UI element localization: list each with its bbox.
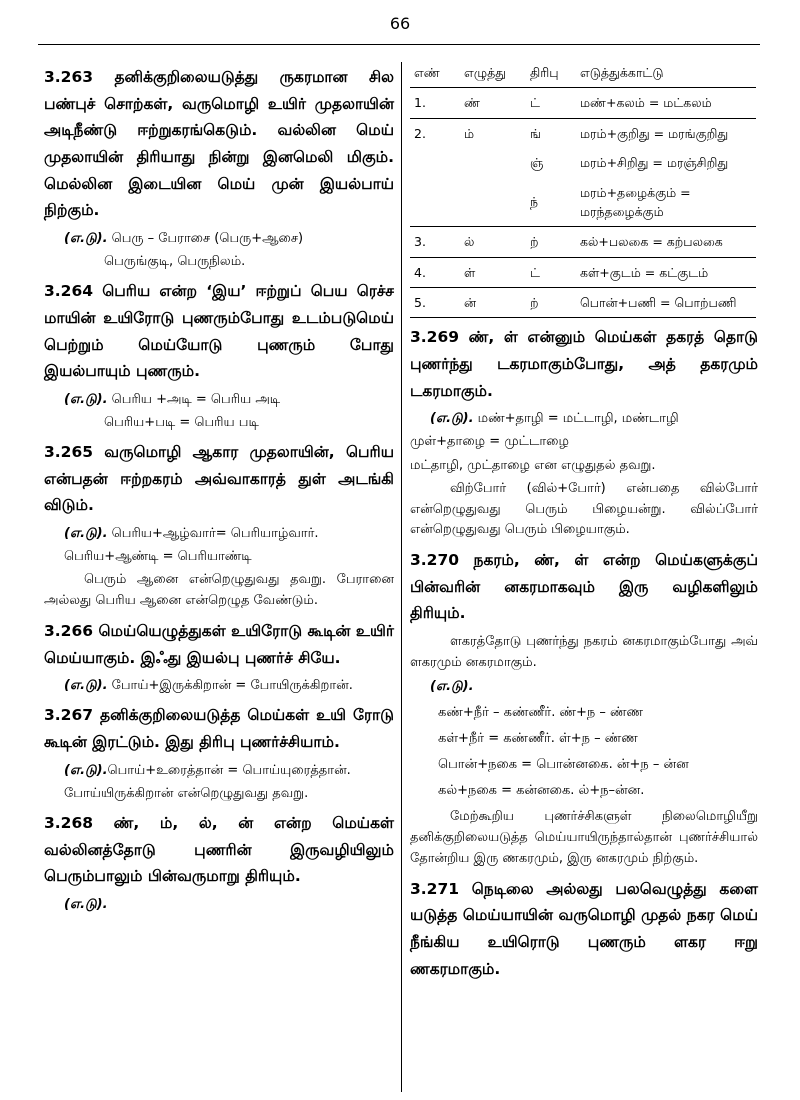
example-text: பெரு – பேராசை (பெரு+ஆசை) <box>111 230 304 246</box>
rule-3-269: 3.269 ண், ள் என்னும் மெய்கள் தகரத் தொடு புணர்ந்து டகரமாகும்போது, அத் தகரமும் டகரமாகும். <box>410 328 758 400</box>
table-cell: 1. <box>410 88 460 118</box>
example-label: (எ.டு). <box>430 411 474 427</box>
table-cell: ள் <box>460 257 526 287</box>
example-3-269-3: மட்தாழி, முட்தாழை என எழுதுதல் தவறு. <box>410 457 656 473</box>
table-header-cell: எழுத்து <box>460 58 526 88</box>
example-3-270-4: கல்+நகை = கன்னகை. ல்+ந–ன்ன. <box>438 783 645 799</box>
example-label: (எ.டு). <box>64 896 108 912</box>
note-3-269: விற்போர் (வில்+போர்) என்பதை வில்போர் என்றெழுதுவது பெரும் பிழையன்று. வில்ப்போர் என்றெழுதுவது பெரும் பிழையாகும். <box>410 480 758 538</box>
table-cell: 2. <box>414 125 426 141</box>
rule-3-267: 3.267 தனிக்குறிலையடுத்த மெய்கள் உயி ரோடு கூடின் இரட்டும். இது திரிபு புணர்ச்சியாம். <box>44 706 394 752</box>
table-cell: ல் <box>460 227 526 257</box>
consonant-change-table <box>410 58 756 318</box>
example-3-267-1 <box>64 761 394 781</box>
table-cell: ற் <box>526 288 576 318</box>
table-cell: பொன்+பணி = பொற்பணி <box>576 288 756 318</box>
example-text: மண்+தாழி = மட்டாழி, மண்டாழி <box>477 411 679 427</box>
table-cell <box>460 148 526 177</box>
example-3-268-label <box>64 895 394 915</box>
note-3-270: ளகரத்தோடு புணர்ந்து நகரம் னகரமாகும்போது அவ் ளகரமும் னகரமாகும். <box>410 634 758 670</box>
table-cell: ட் <box>526 257 576 287</box>
table-cell: ந் <box>526 178 576 227</box>
table-cell: ற் <box>526 227 576 257</box>
table-cell: மண்+கலம் = மட்கலம் <box>576 88 756 118</box>
example-label: (எ.டு). <box>64 230 108 246</box>
table-row <box>410 227 756 257</box>
example-3-264-1 <box>64 390 394 410</box>
example-3-267-2: போய்யிருக்கிறான் என்றெழுதுவது தவறு. <box>64 785 309 801</box>
column-divider <box>401 62 402 1092</box>
table-cell: கள்+குடம் = கட்குடம் <box>576 257 756 287</box>
table-header-cell: எண் <box>410 58 460 88</box>
example-3-270-2: கள்+நீர் = கண்ணீர். ள்+ந – ண்ண <box>438 731 638 746</box>
top-rule <box>38 44 760 45</box>
table-cell: ம் <box>464 125 475 141</box>
example-3-263-1 <box>64 229 394 249</box>
table-row <box>410 148 756 177</box>
table-row <box>410 178 756 227</box>
rule-3-270: 3.270 நகரம், ண், ள் என்ற மெய்களுக்குப் பின்வரின் னகரமாகவும் இரு வழிகளிலும் திரியும். <box>410 551 758 623</box>
example-label: (எ.டு). <box>430 678 474 694</box>
rule-3-264: 3.264 பெரிய என்ற ‘இய’ ஈற்றுப் பெய ரெச்ச மாயின் உயிரோடு புணரும்போது உடம்படுமெய் பெற்றும் மெய்யோடு புணரும் போது இயல்பாயும் புணரும். <box>44 282 394 381</box>
example-3-270-label <box>430 677 758 697</box>
example-label: (எ.டு). <box>64 391 108 407</box>
table-cell: 3. <box>410 227 460 257</box>
table-row <box>410 257 756 287</box>
example-label: (எ.டு). <box>64 762 108 778</box>
example-label: (எ.டு). <box>64 678 108 694</box>
note-3-265: பெரும் ஆனை என்றெழுதுவது தவறு. பேரானை அல்லது பெரிய ஆனை என்றெழுத வேண்டும். <box>44 572 394 609</box>
right-column <box>410 58 758 987</box>
rule-3-263: 3.263 தனிக்குறிலையடுத்து ருகரமான சில பண்புச் சொற்கள், வருமொழி உயிர் முதலாயின் அடிநீண்டு ஈற்றுகரங்கெடும். வல்லின மெய் முதலாயின் திரியாது நின்று இனமெலி மிகும். மெல்லின இடையின மெய் முன் இயல்பாய் நிற்கும். <box>44 68 394 220</box>
table-cell: ன் <box>460 288 526 318</box>
rule-3-266: 3.266 மெய்யெழுத்துகள் உயிரோடு கூடின் உயிர் மெய்யாகும். இஃது இயல்பு புணர்ச் சியே. <box>44 621 394 667</box>
note-3-270-2: மேற்கூறிய புணர்ச்சிகளுள் நிலைமொழியீறு தனிக்குறிலையடுத்த மெய்யாயிருந்தால்தான் புணர்ச்சியால் தோன்றிய இரு ணகரமும், இரு னகரமும் நிற்கும். <box>410 809 758 867</box>
rule-3-268: 3.268 ண், ம், ல், ன் என்ற மெய்கள் வல்லினத்தோடு புணரின் இருவழியிலும் பெரும்பாலும் பின்வருமாறு திரியும். <box>44 814 394 886</box>
table-cell: 5. <box>410 288 460 318</box>
table-cell <box>410 148 460 177</box>
table-header-cell: திரிபு <box>526 58 576 88</box>
page-number: 66 <box>389 14 411 33</box>
table-cell: கல்+பலகை = கற்பலகை <box>576 227 756 257</box>
left-column <box>44 58 394 918</box>
table-cell: மரம்+குறிது = மரங்குறிது <box>580 125 729 141</box>
example-3-270-1: கண்+நீர் – கண்ணீர். ண்+ந – ண்ண <box>438 704 644 720</box>
table-cell: மரம்+தழைக்கும் = மரந்தழைக்கும் <box>576 178 756 227</box>
table-cell: ஞ் <box>530 155 544 171</box>
table-cell: மரம்+சிறிது = மரஞ்சிறிது <box>580 155 729 171</box>
example-3-265-1 <box>64 524 394 544</box>
example-3-270-3: பொன்+நகை = பொன்னகை. ன்+ந – ன்ன <box>438 757 689 773</box>
rule-3-271: 3.271 நெடிலை அல்லது பலவெழுத்து களை யடுத்த மெய்யாயின் வருமொழி முதல் நகர மெய் நீங்கிய உயிரொடு புணரும் ளகர ஈறு ணகரமாகும். <box>410 879 758 978</box>
table-row <box>410 118 756 148</box>
table-cell: ண் <box>460 88 526 118</box>
example-label: (எ.டு). <box>64 526 108 542</box>
example-text: போய்+இருக்கிறான் = போயிருக்கிறான். <box>111 678 353 694</box>
example-text: பொய்+உரைத்தான் = பொய்யுரைத்தான். <box>107 762 351 778</box>
table-cell <box>410 178 460 227</box>
example-3-269-2: முள்+தாழை = முட்டாழை <box>410 434 569 450</box>
table-row <box>410 88 756 118</box>
rule-3-265: 3.265 வருமொழி ஆகார முதலாயின், பெரிய என்பதன் ஈற்றகரம் அவ்வாகாரத் துள் அடங்கி விடும். <box>44 443 394 515</box>
example-3-269-1 <box>430 409 758 429</box>
table-cell: ங் <box>530 125 541 141</box>
table-cell: 4. <box>410 257 460 287</box>
example-text: பெரிய+ஆழ்வார்= பெரியாழ்வார். <box>111 526 319 542</box>
table-row <box>410 288 756 318</box>
example-3-265-2: பெரிய+ஆண்டி = பெரியாண்டி <box>64 549 252 565</box>
table-header-cell: எடுத்துக்காட்டு <box>576 58 756 88</box>
table-cell <box>460 178 526 227</box>
table-header-row <box>410 58 756 88</box>
example-3-264-2: பெரிய+படி = பெரிய படி <box>104 414 259 430</box>
example-3-266-1 <box>64 676 394 696</box>
example-3-263-2: பெருங்குடி, பெருநிலம். <box>104 254 246 270</box>
table-cell: ட் <box>526 88 576 118</box>
example-text: பெரிய +அடி = பெரிய அடி <box>111 391 281 407</box>
example-list-3-270 <box>410 703 758 802</box>
